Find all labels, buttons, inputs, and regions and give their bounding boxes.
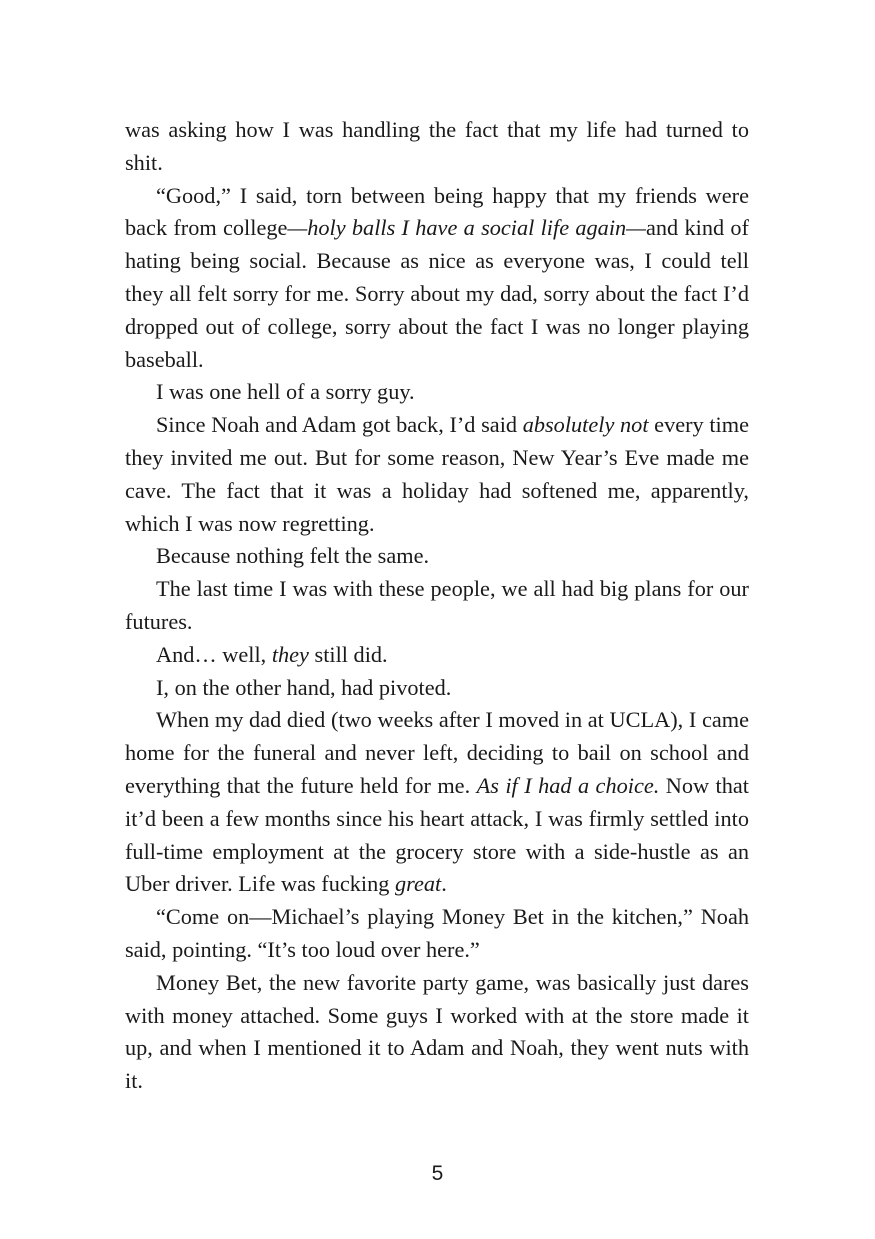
italic-text: As if I had a choice. [476,772,660,798]
italic-text: great [394,871,442,897]
text-run: every time they invited me out. But for some reason, New Year’s Eve made me cave. The fact that it was a holiday had softened me, apparently, which I was now regretting. [125,412,749,536]
text-run: Since Noah and Adam got back, I’d said [156,412,523,438]
text-run: The last time I was with these people, we all had big plans for our futures. [125,576,749,634]
paragraph [125,672,749,705]
text-run: still did. [308,641,388,667]
paragraph [125,376,749,409]
paragraph [125,639,749,672]
text-run: I, on the other hand, had pivoted. [156,674,452,700]
text-run: and kind of hating being social. Because as nice as everyone was, I could tell they all felt sorry for me. Sorry about my dad, sorry about the fact I’d dropped out of college, sorry about the fact I was no longer playing baseball. [125,215,749,372]
paragraph [125,409,749,540]
paragraph [125,901,749,967]
paragraph [125,114,749,180]
paragraph [125,704,749,901]
italic-text: absolutely not [522,412,649,438]
text-run: “Good,” I said, torn between being happy that my friends were back from college [125,182,749,241]
paragraph [125,540,749,573]
italic-text: they [271,641,309,667]
paragraph [125,967,749,1098]
body-text [125,114,749,1098]
paragraph [125,180,749,377]
text-run: I was one hell of a sorry guy. [156,379,415,405]
text-run: Money Bet, the new favorite party game, was basically just dares with money attached. Some guys I worked with at the store made it up, and when I mentioned it to Adam and Noah, they went nuts with it. [125,969,749,1094]
text-run: And… well, [156,641,272,667]
text-run: When my dad died (two weeks after I moved in at UCLA), I came home for the funeral and never left, deciding to bail on school and everything that the future held for me. [125,707,749,798]
text-run: Because nothing felt the same. [156,543,430,569]
text-run: Now that it’d been a few months since his heart attack, I was firmly settled into full-time employment at the grocery store with a side-hustle as an Uber driver. Life was fucking [125,772,749,897]
text-run: was asking how I was handling the fact that my life had turned to shit. [125,117,749,175]
text-run: . [441,871,447,897]
page-number: 5 [431,1162,444,1185]
italic-text: —holy balls I have a social life again— [287,215,646,241]
text-run: “Come on—Michael’s playing Money Bet in the kitchen,” Noah said, pointing. “It’s too loud over here.” [125,904,749,962]
paragraph [125,573,749,639]
